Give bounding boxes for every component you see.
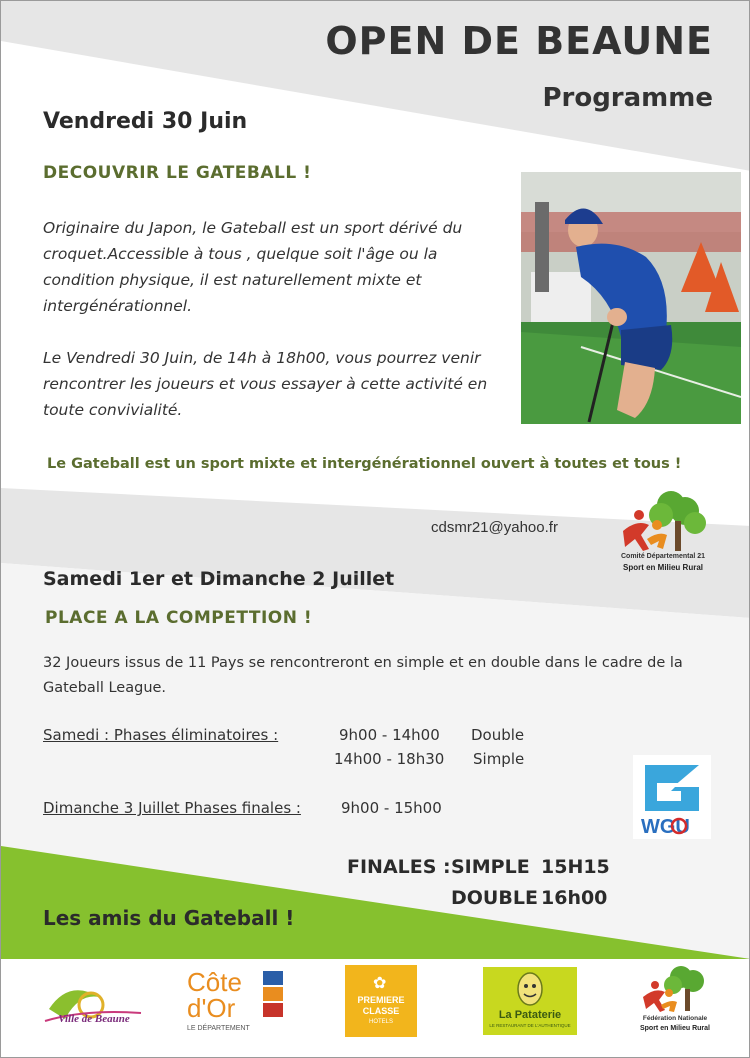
page-subtitle: Programme xyxy=(542,83,713,113)
friday-intro xyxy=(43,215,493,449)
sunday-label: Dimanche 3 Juillet Phases finales : xyxy=(43,799,301,817)
saturday-slot-1-time: 9h00 - 14h00 xyxy=(339,726,440,744)
cotedor-stripe-1 xyxy=(263,971,283,985)
intro-paragraph-2: Le Vendredi 30 Juin, de 14h à 18h00, vous pourrez venir rencontrer les joueurs et vous essayer à cette activité en toute convivialité. xyxy=(43,349,488,419)
finals-label: FINALES : xyxy=(347,856,451,878)
page-title: OPEN DE BEAUNE xyxy=(325,19,713,63)
fnsmr-line2: Sport en Milieu Rural xyxy=(639,1025,710,1032)
patat-sub: LE RESTAURANT DE L'AUTHENTIQUE xyxy=(489,1023,571,1028)
sponsor-ville-de-beaune[interactable] xyxy=(41,969,147,1041)
cdsmr-line1: Comité Départemental 21 xyxy=(620,553,706,560)
sponsor-premiere-classe[interactable] xyxy=(345,965,417,1037)
saturday-slot-2-time: 14h00 - 18h30 xyxy=(334,750,445,768)
sponsor-fnsmr[interactable] xyxy=(633,961,717,1039)
weekend-description: 32 Joueurs issus de 11 Pays se rencontreront en simple et en double dans le cadre de la Gateball League. xyxy=(43,655,683,696)
sponsor-cote-dor[interactable] xyxy=(187,969,295,1037)
gateball-player-photo xyxy=(521,172,741,424)
beaune-text: Ville de Beaune xyxy=(58,1013,130,1025)
weekend-heading: PLACE A LA COMPETTION ! xyxy=(45,608,313,628)
intro-paragraph-1: Originaire du Japon, le Gateball est un sport dérivé du croquet.Accessible à tous , quelque soit l'âge ou la condition physique, il est naturellement mixte et intergénérationnel. xyxy=(43,219,463,315)
weekend-date: Samedi 1er et Dimanche 2 Juillet xyxy=(43,568,395,590)
cotedor-line1: Côte xyxy=(187,967,242,997)
gw-logo-text: WGU xyxy=(641,816,690,838)
premiere-sub: HOTELS xyxy=(368,1019,393,1025)
cotedor-stripe-3 xyxy=(263,1003,283,1017)
cdsmr-line2: Sport en Milieu Rural xyxy=(622,563,703,572)
premiere-line2: CLASSE xyxy=(362,1006,400,1016)
flower-icon: ✿ xyxy=(373,973,387,992)
cotedor-line2: d'Or xyxy=(187,993,236,1023)
cotedor-stripe-2 xyxy=(263,987,283,1001)
sponsor-la-pataterie[interactable] xyxy=(483,967,577,1035)
finals-double-type: DOUBLE xyxy=(451,887,538,909)
slogan: Le Gateball est un sport mixte et intergénérationnel ouvert à toutes et tous ! xyxy=(47,456,682,472)
world-gateball-logo xyxy=(633,755,711,839)
saturday-label: Samedi : Phases éliminatoires : xyxy=(43,726,279,744)
sunday-time: 9h00 - 15h00 xyxy=(341,799,442,817)
contact-email[interactable]: cdsmr21@yahoo.fr xyxy=(431,519,558,536)
cdsmr-logo xyxy=(609,483,717,575)
saturday-slot-1-type: Double xyxy=(471,726,525,744)
fnsmr-line1: Fédération Nationale xyxy=(642,1015,708,1022)
patat-name: La Pataterie xyxy=(498,1009,562,1021)
finals-simple-type: SIMPLE xyxy=(451,856,530,878)
cotedor-sub: LE DÉPARTEMENT xyxy=(187,1025,250,1032)
friends-title: Les amis du Gateball ! xyxy=(43,906,295,930)
friday-date: Vendredi 30 Juin xyxy=(43,109,248,134)
finals-simple-time: 15H15 xyxy=(541,856,610,878)
finals-double-time: 16h00 xyxy=(541,887,608,909)
saturday-slot-2-type: Simple xyxy=(473,750,525,768)
friday-heading: DECOUVRIR LE GATEBALL ! xyxy=(43,163,312,183)
premiere-line1: PREMIERE xyxy=(357,995,405,1005)
